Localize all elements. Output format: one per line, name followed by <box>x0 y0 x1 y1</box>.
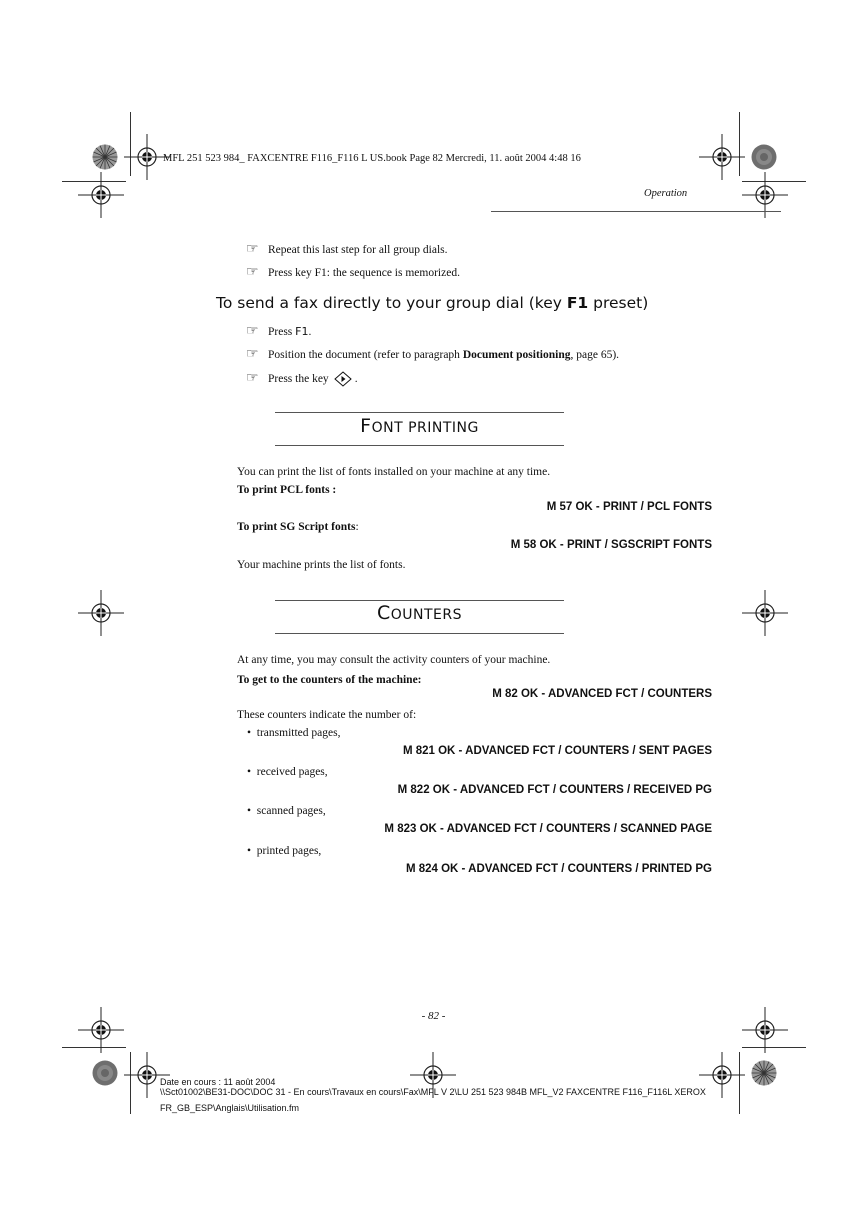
step-text: Press key F1: the sequence is memorized. <box>268 266 460 279</box>
header-rule <box>491 211 781 212</box>
step-bold-ref: Document positioning <box>462 348 571 361</box>
section-header: Operation <box>644 188 688 199</box>
step-press-start <box>246 370 358 387</box>
counters-command: M 82 OK - ADVANCED FCT / COUNTERS <box>492 688 712 700</box>
title-cap: C <box>376 602 391 624</box>
section-rule-bottom <box>275 445 564 446</box>
list-item-command: M 821 OK - ADVANCED FCT / COUNTERS / SENT PAGES <box>402 745 712 757</box>
list-item-label: printed pages, <box>256 845 322 857</box>
list-item-command: M 824 OK - ADVANCED FCT / COUNTERS / PRINTED PG <box>405 863 712 875</box>
font-printing-title <box>275 415 564 437</box>
star-target-disk <box>751 1060 777 1086</box>
sg-label <box>237 521 359 533</box>
footer-path: \\Sct01002\BE31-DOC\DOC 31 - En cours\Travaux en cours\Fax\MFL V 2\LU 251 523 984B MFL_V2 FAXCENTRE F116_F116L XEROX <box>160 1087 706 1097</box>
pointing-hand-icon: ☞ <box>246 324 259 339</box>
footer-date: Date en cours : 11 août 2004 <box>160 1077 276 1087</box>
section-rule-top <box>275 412 564 413</box>
pointing-hand-icon: ☞ <box>246 347 259 362</box>
counters-indicate: These counters indicate the number of: <box>237 709 417 721</box>
step-suffix: . <box>308 326 312 338</box>
star-target-disk <box>751 144 777 170</box>
step-press-f1 <box>246 264 460 281</box>
group-dial-heading <box>216 294 648 312</box>
step-press-f1-send <box>246 323 311 340</box>
list-item: • printed pages, <box>247 845 322 857</box>
book-meta-line: MFL 251 523 984_ FAXCENTRE F116_F116 L US.book Page 82 Mercredi, 11. août 2004 4:48 16 <box>163 153 581 164</box>
heading-text: To send a fax directly to your group dial (key <box>216 294 567 312</box>
counters-title <box>275 602 564 624</box>
step-prefix: Press <box>268 326 296 338</box>
section-rule-top <box>275 600 564 601</box>
counters-label: To get to the counters of the machine: <box>237 674 422 686</box>
step-text <box>268 325 311 338</box>
list-item-label: transmitted pages, <box>256 727 341 739</box>
title-rest: ONT PRINTING <box>371 420 479 436</box>
pcl-label: To print PCL fonts : <box>237 484 337 496</box>
sg-command: M 58 OK - PRINT / SGSCRIPT FONTS <box>510 539 712 551</box>
crosshair-registration-mark <box>699 134 745 180</box>
crosshair-registration-mark <box>742 590 788 636</box>
step-suffix: . <box>354 372 358 385</box>
list-item-command: M 822 OK - ADVANCED FCT / COUNTERS / RECEIVED PG <box>397 784 712 796</box>
step-key: F1 <box>295 325 309 338</box>
list-item-label: scanned pages, <box>256 805 326 817</box>
start-key-icon <box>334 371 352 387</box>
crosshair-registration-mark <box>78 590 124 636</box>
step-prefix: Press the key <box>268 372 329 385</box>
title-cap: F <box>360 415 372 437</box>
sg-colon: : <box>355 521 359 533</box>
section-rule-bottom <box>275 633 564 634</box>
list-item-label: received pages, <box>256 766 328 778</box>
font-outro: Your machine prints the list of fonts. <box>237 559 406 571</box>
pointing-hand-icon: ☞ <box>246 371 259 386</box>
sg-label-text: To print SG Script fonts <box>237 521 356 533</box>
pointing-hand-icon: ☞ <box>246 265 259 280</box>
step-text <box>268 349 619 361</box>
list-item: • transmitted pages, <box>247 727 341 739</box>
star-target-disk <box>92 144 118 170</box>
step-prefix: Position the document (refer to paragraph <box>268 348 463 361</box>
step-suffix: , page 65). <box>570 348 620 361</box>
footer-file: FR_GB_ESP\Anglais\Utilisation.fm <box>160 1103 300 1113</box>
star-target-disk <box>92 1060 118 1086</box>
list-item: • scanned pages, <box>247 805 326 817</box>
step-repeat <box>246 241 448 258</box>
list-item-command: M 823 OK - ADVANCED FCT / COUNTERS / SCANNED PAGE <box>384 823 712 835</box>
step-text: Repeat this last step for all group dials. <box>268 243 448 256</box>
heading-text: preset) <box>588 294 649 312</box>
pcl-command: M 57 OK - PRINT / PCL FONTS <box>546 501 712 513</box>
pointing-hand-icon: ☞ <box>246 242 259 257</box>
step-position-document <box>246 346 619 363</box>
list-item: • received pages, <box>247 766 328 778</box>
page-number: - 82 - <box>421 1010 446 1022</box>
counters-intro: At any time, you may consult the activity counters of your machine. <box>237 654 551 666</box>
heading-key: F1 <box>566 294 589 312</box>
font-intro: You can print the list of fonts installed on your machine at any time. <box>237 466 551 478</box>
crosshair-registration-mark <box>78 172 124 218</box>
title-rest: OUNTERS <box>390 607 463 623</box>
